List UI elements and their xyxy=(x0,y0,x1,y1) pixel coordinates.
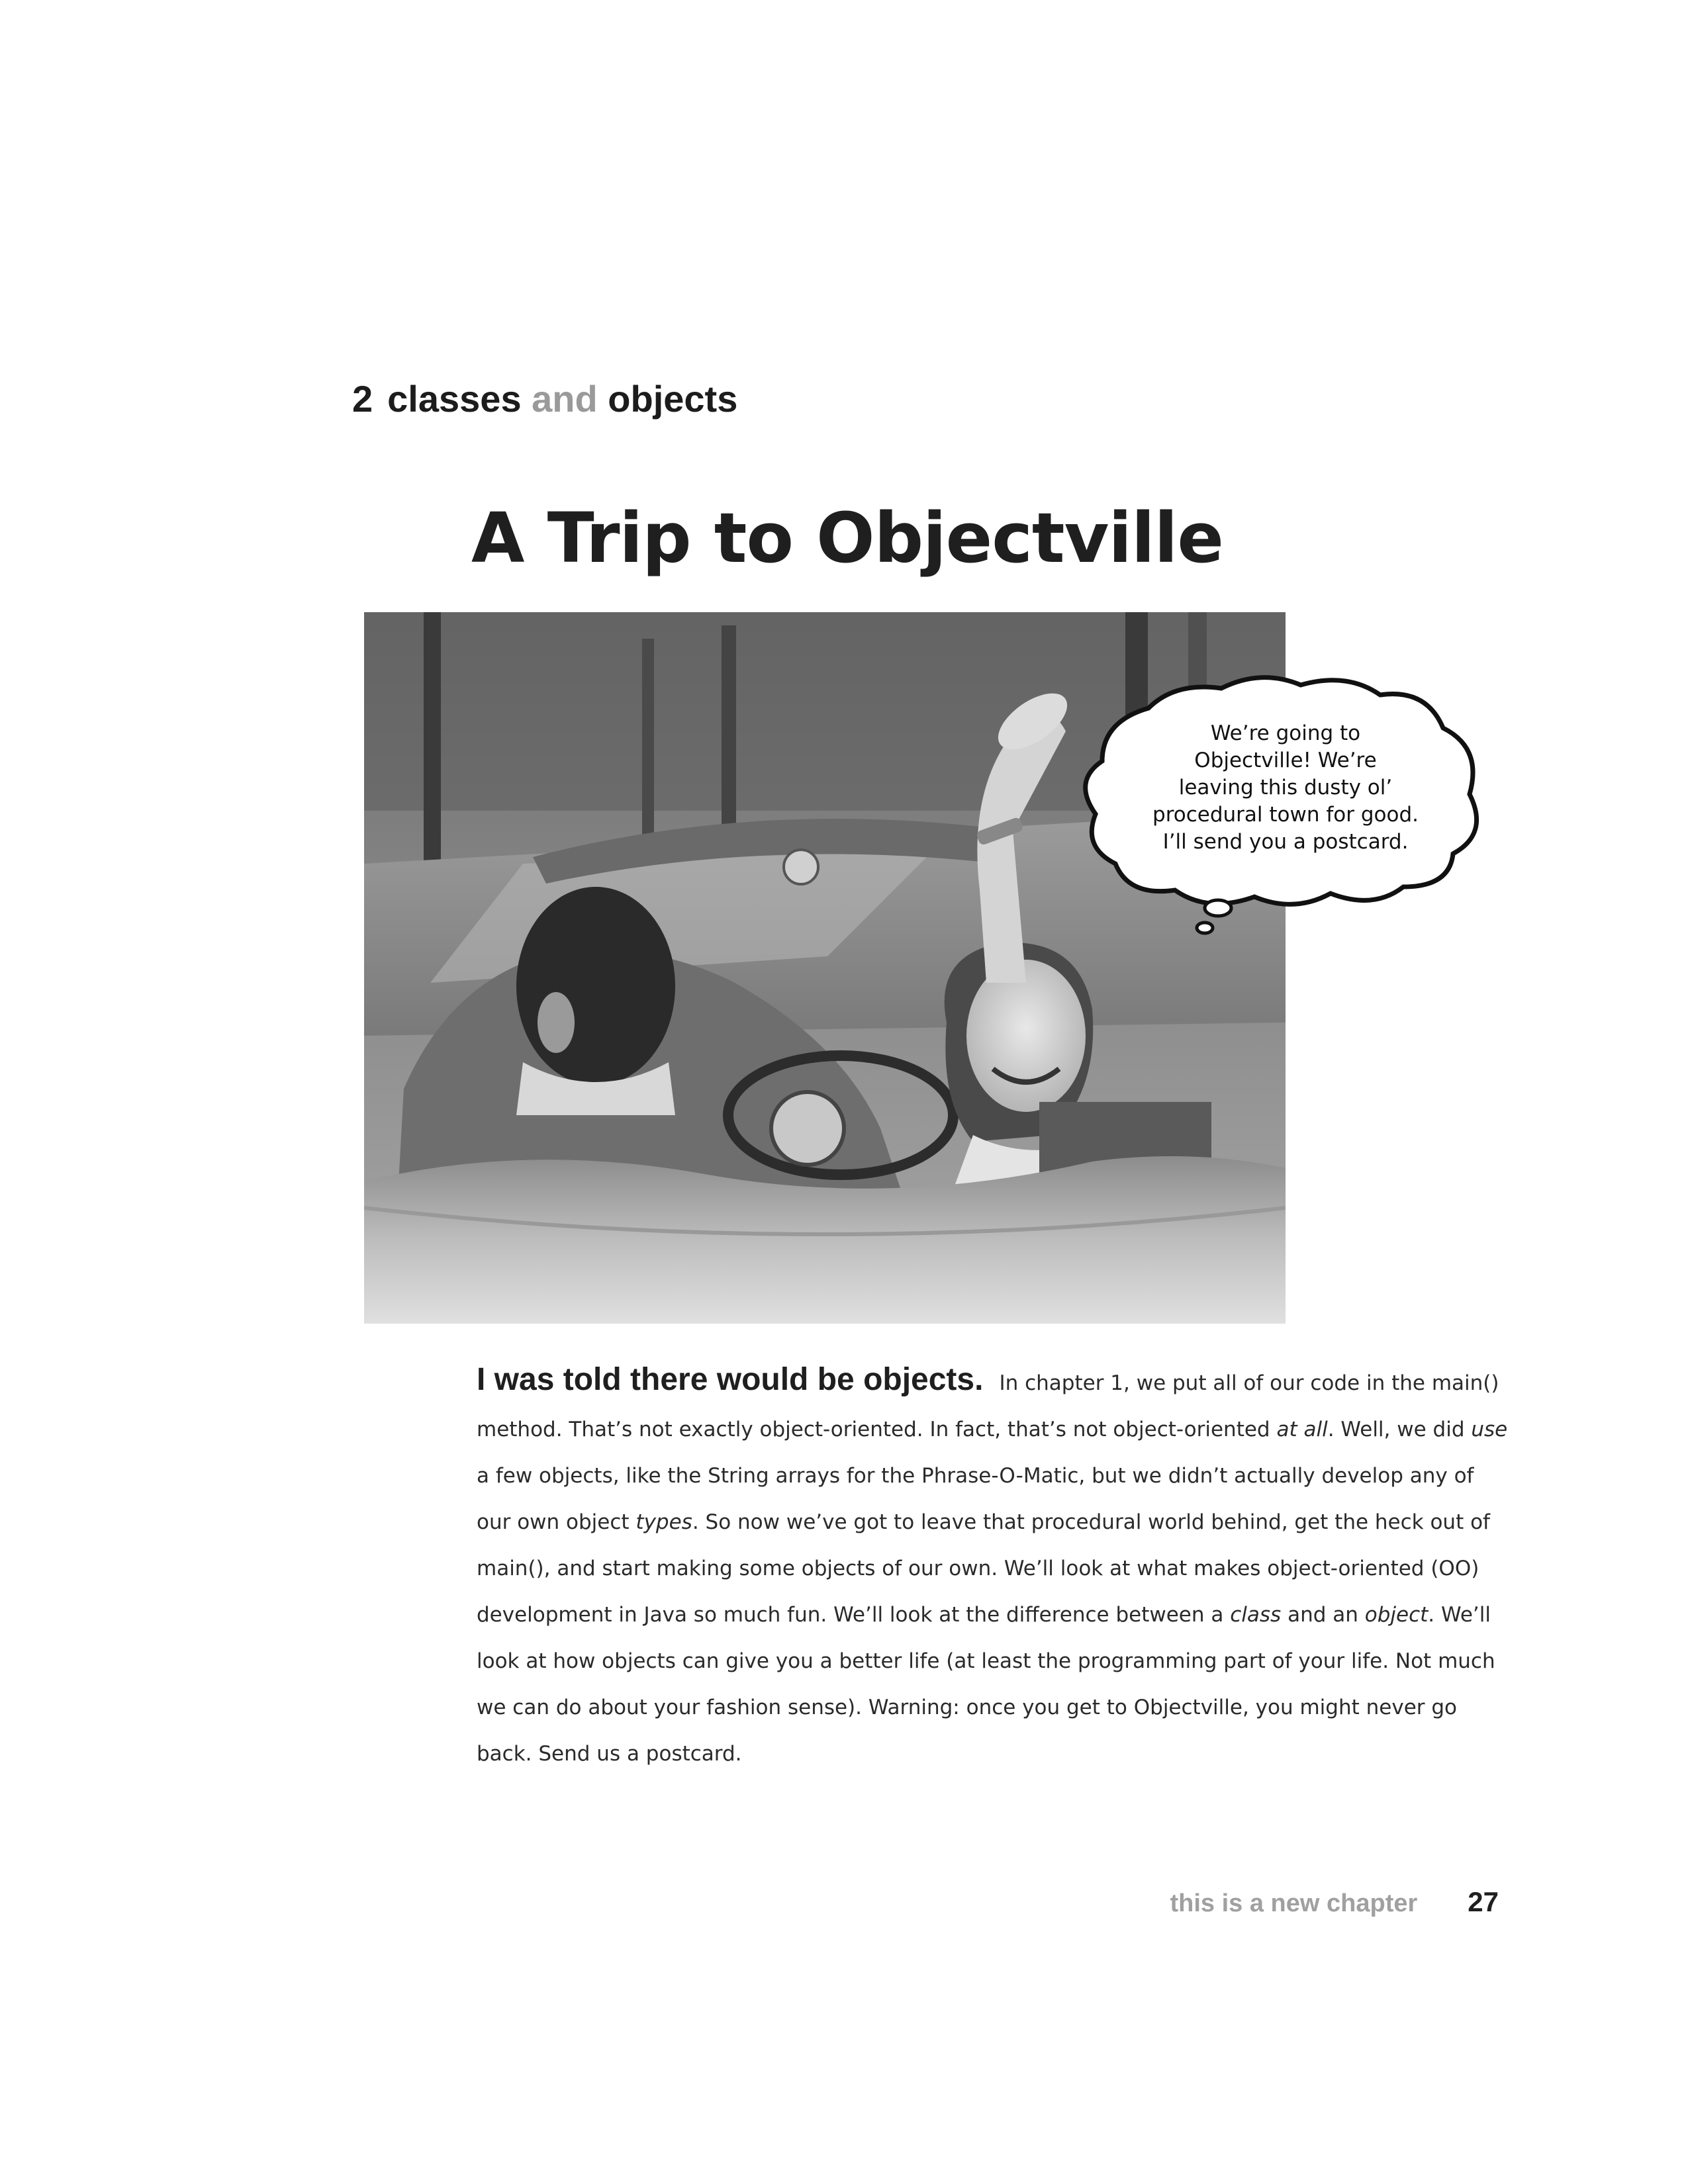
intro-text: a few objects, like the String arrays for the Phrase-O-Matic, but we didn’t actually develop any of our own object xyxy=(477,1464,1474,1534)
chapter-word-classes: classes xyxy=(387,378,522,420)
bubble-line: procedural town for good. xyxy=(1152,803,1419,827)
intro-paragraph xyxy=(477,1357,1509,1777)
chapter-word-objects: objects xyxy=(608,378,738,420)
chapter-title: A Trip to Objectville xyxy=(471,498,1223,578)
intro-emphasis: use xyxy=(1471,1418,1508,1441)
chapter-word-and: and xyxy=(532,378,598,420)
intro-text: . So now we’ve got to leave that procedural world behind, get the heck out of main(), and start making some objects of our own. We’ll look at what makes object-oriented (OO) development in Java so much fun. We’ll look at the difference between a xyxy=(477,1510,1490,1627)
intro-lead-heading: I was told there would be objects. xyxy=(477,1362,984,1397)
chapter-label xyxy=(352,377,737,420)
intro-emphasis: at all xyxy=(1276,1418,1328,1441)
thought-bubble-text xyxy=(1107,720,1464,856)
page-number: 27 xyxy=(1468,1886,1499,1917)
intro-text: and an xyxy=(1281,1603,1365,1627)
intro-text: In chapter 1, we put all of our code in the main() method. That’s not exactly object-oriented. In fact, that’s not object-oriented xyxy=(477,1371,1499,1441)
page-footer xyxy=(1170,1886,1499,1918)
intro-text: . We’ll look at how objects can give you a better life (at least the programming part of your life. Not much we can do about your fashion sense). Warning: once you get to Objectville, you might never go back. Send us a postcard. xyxy=(477,1603,1495,1766)
intro-text: . Well, we did xyxy=(1327,1418,1472,1441)
bubble-line: We’re going to xyxy=(1210,721,1361,745)
footer-note: this is a new chapter xyxy=(1170,1889,1418,1917)
bubble-line: leaving this dusty ol’ xyxy=(1178,776,1393,799)
chapter-number: 2 xyxy=(352,378,373,420)
intro-emphasis: object xyxy=(1364,1603,1429,1627)
intro-emphasis: class xyxy=(1230,1603,1282,1627)
bubble-line: Objectville! We’re xyxy=(1194,749,1377,772)
bubble-line: I’ll send you a postcard. xyxy=(1162,830,1409,854)
intro-emphasis: types xyxy=(635,1510,692,1534)
